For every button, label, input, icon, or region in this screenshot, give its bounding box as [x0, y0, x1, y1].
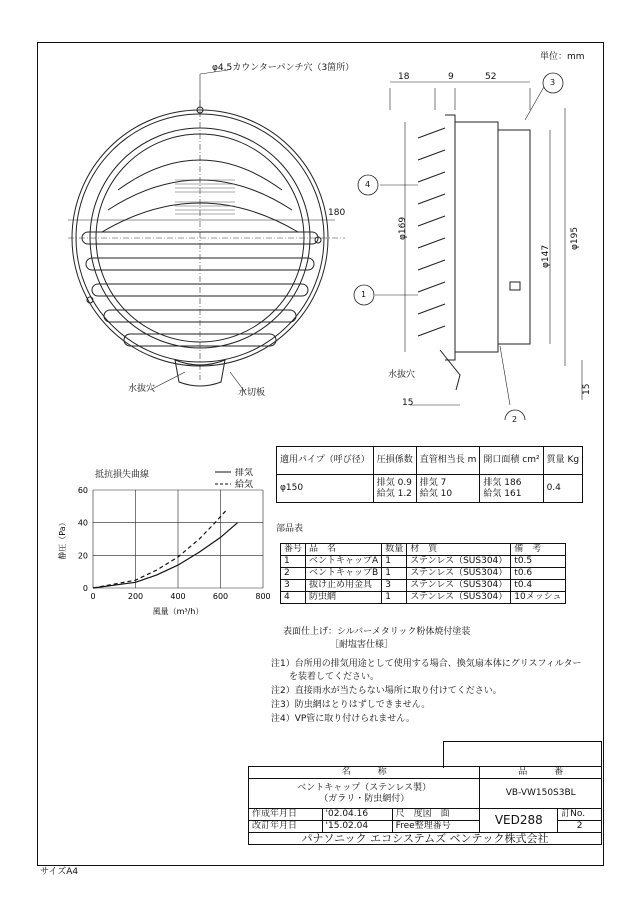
part-name: ベントキャップB [306, 568, 382, 580]
scale-ref-label: Free整理番号 [392, 821, 480, 833]
created-label: 作成年月日 [249, 809, 323, 821]
y-tick-label: 0 [82, 584, 88, 593]
balloon-1: 1 [361, 290, 367, 299]
legend-label: 給気 [235, 480, 254, 490]
spec-loss: 排気 0.9 給気 1.2 [373, 475, 416, 503]
part-name: 防虫網 [306, 592, 382, 604]
dim-18: 18 [398, 72, 410, 82]
note-4: 注4）VP管に取り付けられません。 [271, 714, 415, 724]
part-name: ベントキャップA [306, 556, 382, 568]
parts-header-material: 材 質 [407, 544, 511, 556]
parts-table [280, 543, 566, 604]
rev-value: 2 [558, 821, 602, 833]
spec-header-length: 直管相当長 m [416, 447, 480, 475]
dim-15-right: 15 [582, 383, 592, 395]
product-number: VB-VW150S3BL [480, 779, 602, 809]
part-qty: 1 [382, 568, 407, 580]
table-row [281, 568, 566, 580]
part-no: 4 [281, 592, 306, 604]
product-name: ベントキャップ（ステンレス製） （ガラリ・防虫網付） [249, 779, 480, 809]
x-tick-label: 600 [212, 592, 229, 601]
spec-header-pipe: 適用パイプ（呼び径） [277, 447, 374, 475]
balloon-4: 4 [365, 180, 371, 189]
part-material: ステンレス（SUS304） [407, 580, 511, 592]
resistance-chart [55, 468, 275, 628]
hole-note: φ4.5カウンターパンチ穴（3箇所） [212, 63, 355, 73]
part-qty: 3 [382, 580, 407, 592]
balloon-2: 2 [512, 415, 518, 424]
part-material: ステンレス（SUS304） [407, 592, 511, 604]
balloon-3: 3 [550, 78, 556, 87]
created-date: '02.04.16 [322, 809, 392, 821]
side-drain-hole-label: 水抜穴 [388, 370, 416, 380]
part-note: t0.6 [511, 568, 565, 580]
note-2: 注2）直接雨水が当たらない場所に取り付けてください。 [271, 686, 502, 696]
spec-header-loss: 圧損係数 [373, 447, 416, 475]
part-no: 2 [281, 568, 306, 580]
drip-plate-label: 水切板 [238, 388, 266, 398]
y-tick-label: 60 [77, 486, 88, 495]
legend-label: 排気 [235, 468, 254, 478]
chart-title: 抵抗損失曲線 [95, 470, 150, 480]
revised-label: 改訂年月日 [249, 821, 323, 833]
spec-mass: 0.4 [543, 475, 582, 503]
finish-line-1: 表面仕上げ：シルバーメタリック粉体焼付塗装 [283, 627, 471, 637]
spec-header-mass: 質量 Kg [543, 447, 582, 475]
drain-hole-label: 水抜穴 [128, 384, 156, 394]
x-tick-label: 0 [90, 592, 96, 601]
dim-9: 9 [448, 72, 454, 82]
part-material: ステンレス（SUS304） [407, 556, 511, 568]
table-row [281, 580, 566, 592]
ref-number: VED288 [480, 809, 558, 833]
spec-pipe: φ150 [277, 475, 374, 503]
title-block [248, 766, 602, 845]
note-3: 注3）防虫網はとりはずしできません。 [271, 700, 431, 710]
part-no: 3 [281, 580, 306, 592]
parts-header-note: 備 考 [511, 544, 565, 556]
dim-147: φ147 [541, 244, 551, 268]
title-name-header: 名 称 [249, 767, 480, 779]
part-name: 抜け止め用金具 [306, 580, 382, 592]
company-name: パナソニック エコシステムズ ベンテック株式会社 [249, 833, 602, 845]
note-1: 注1）台所用の排気用途として使用する場合、換気扇本体にグリスフィルター [271, 659, 582, 669]
part-note: t0.4 [511, 580, 565, 592]
part-note: t0.5 [511, 556, 565, 568]
spec-length: 排気 7 給気 10 [416, 475, 480, 503]
rev-label: 訂No. [558, 809, 602, 821]
note-1b: を装着してください。 [271, 672, 380, 682]
x-tick-label: 200 [127, 592, 144, 601]
part-material: ステンレス（SUS304） [407, 568, 511, 580]
x-tick-label: 800 [255, 592, 271, 601]
part-no: 1 [281, 556, 306, 568]
spec-area: 排気 186 給気 161 [480, 475, 543, 503]
series-line-2 [93, 510, 227, 588]
scale-drawing-label: 尺 度図 面 [392, 809, 480, 821]
title-number-header: 品 番 [480, 767, 602, 779]
table-row [281, 592, 566, 604]
parts-title: 部品表 [276, 524, 304, 534]
parts-header-qty: 数量 [382, 544, 407, 556]
table-row [281, 556, 566, 568]
dim-180: 180 [328, 208, 346, 218]
parts-header-name: 品 名 [306, 544, 382, 556]
part-note: 10メッシュ [511, 592, 565, 604]
y-tick-label: 40 [77, 518, 88, 528]
size-label: サイズA4 [40, 867, 79, 877]
spec-table [276, 446, 583, 503]
dim-169: φ169 [398, 216, 408, 240]
dim-52: 52 [485, 72, 497, 82]
dim-195: φ195 [570, 226, 580, 250]
x-tick-label: 400 [170, 592, 186, 601]
finish-line-2: ［耐塩害仕様］ [330, 640, 394, 650]
x-axis-label: 風量（m³/h） [152, 607, 204, 616]
part-qty: 1 [382, 556, 407, 568]
side-view-drawing [350, 60, 600, 420]
front-view-drawing [60, 60, 350, 410]
y-tick-label: 20 [77, 551, 88, 561]
part-qty: 1 [382, 592, 407, 604]
spec-header-area: 開口面積 cm² [480, 447, 543, 475]
parts-header-no: 番号 [281, 544, 306, 556]
unit-label: 単位：mm [540, 52, 585, 62]
y-axis-label: 静圧（Pa） [58, 518, 67, 560]
title-block-spare [443, 741, 602, 768]
revised-date: '15.02.04 [322, 821, 392, 833]
dim-15-bottom: 15 [402, 398, 414, 408]
